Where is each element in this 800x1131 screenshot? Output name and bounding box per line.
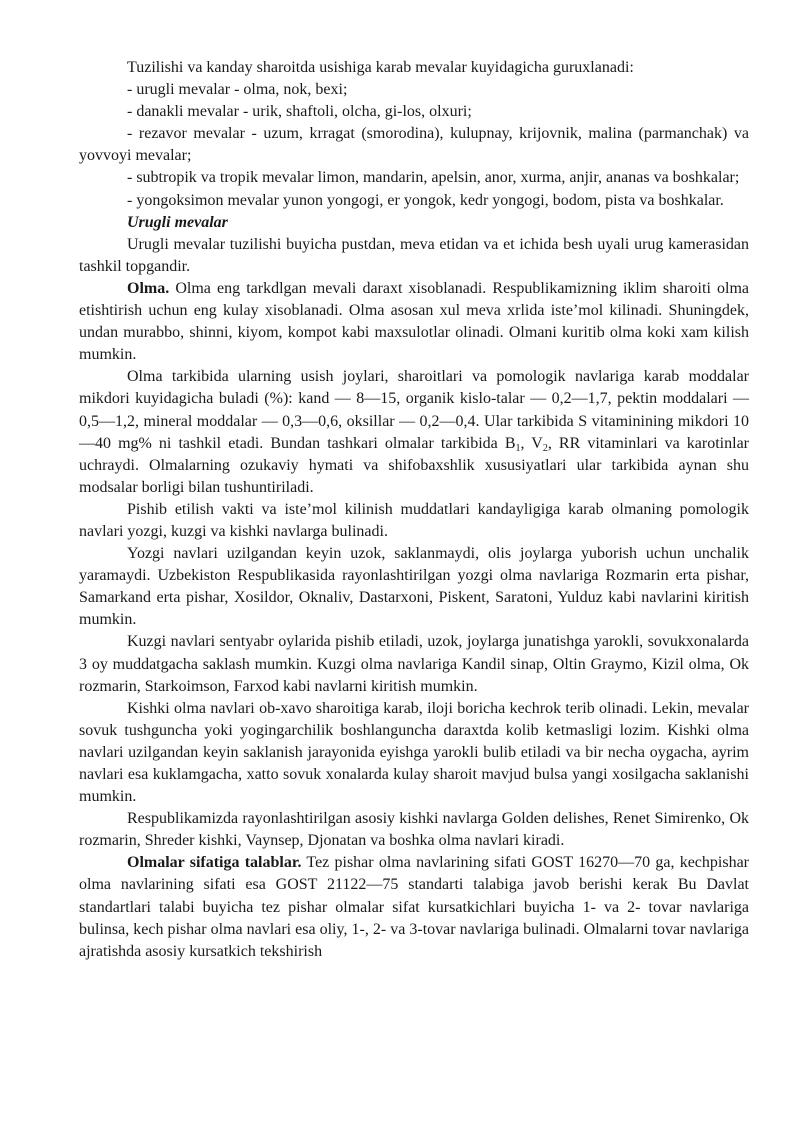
paragraph-pome-structure: Urugli mevalar tuzilishi buyicha pustdan, meva etidan va et ichida besh uyali urug kamerasidan tashkil topgandir.	[79, 235, 749, 275]
list-item-subtropical: - subtropik va tropik mevalar limon, mandarin, apelsin, anor, xurma, anjir, ananas va boshkalar;	[127, 169, 740, 187]
paragraph-lead: Olma.	[127, 279, 170, 297]
paragraph-body: Tez pishar olma navlarining sifati GOST 16270—70 ga, kechpishar olma navlarining sifati esa GOST 21122—75 standarti talabiga javob berishi kerak Bu Davlat standartlari talabi buyicha tez pishar olmalar sifat kursatkichlari buyicha 1- va 2- tovar navlariga bulinsa, kech pishar olma navlari esa oliy, 1-, 2- va 3-tovar navlariga bulinadi. Olmalarni tovar navlariga ajratishda asosiy kursatkich tekshirish	[79, 854, 749, 960]
paragraph-regional-varieties: Respublikamizda rayonlashtirilgan asosiy kishki navlarga Golden delishes, Renet Simirenko, Ok rozmarin, Shreder kishki, Vaynsep, Djonatan va boshka olma navlari kiradi.	[79, 810, 749, 850]
list-item-nuts: - yongoksimon mevalar yunon yongogi, er yongok, kedr yongogi, bodom, pista va boshkalar.	[127, 191, 724, 209]
paragraph-autumn-varieties: Kuzgi navlari sentyabr oylarida pishib etiladi, uzok, joylarga junatishga yarokli, sovukxonalarda 3 oy muddatgacha saklash mumkin. Kuzgi olma navlariga Kandil sinap, Oltin Graymo, Kizil olma, Ok rozmarin, Starkoimson, Farxod kabi navlarni kiritish mumkin.	[79, 633, 749, 695]
subscript-b1: 1	[515, 442, 521, 454]
list-item-stone-fruits: - danakli mevalar - urik, shaftoli, olcha, gi-los, olxuri;	[127, 103, 472, 121]
intro-paragraph: Tuzilishi va kanday sharoitda usishiga karab mevalar kuyidagicha guruxlanadi:	[127, 59, 634, 76]
paragraph-body-c: , RR vitaminlari va karotinlar uchraydi. Olmalarning ozukaviy hymati va shifobaxshlik xususiyatlari ular tarkibida aynan shu modsalar borligi bilan tushuntiriladi.	[79, 434, 749, 496]
subscript-v2: 2	[542, 442, 548, 454]
paragraph-quality-requirements	[79, 852, 749, 962]
paragraph-lead: Olmalar sifatiga talablar.	[127, 854, 302, 872]
list-item-berries: - rezavor mevalar - uzum, krragat (smorodina), kulupnay, krijovnik, malina (parmanchak) va yovvoyi mevalar;	[79, 125, 749, 165]
paragraph-summer-varieties: Yozgi navlari uzilgandan keyin uzok, saklanmaydi, olis joylarga yuborish uchun unchalik yaramaydi. Uzbekiston Respublikasida rayonlashtirilgan yozgi olma navlariga Rozmarin erta pishar, Samarkand erta pishar, Xosildor, Oknaliv, Dastarxoni, Piskent, Saratoni, Yulduz kabi navlarini kiritish mumkin.	[79, 545, 749, 629]
paragraph-apple	[79, 278, 749, 366]
paragraph-composition	[79, 366, 749, 499]
paragraph-winter-varieties: Kishki olma navlari ob-xavo sharoitiga karab, iloji boricha kechrok terib olinadi. Lekin, mevalar sovuk tushguncha yoki yogingarchilik boshlanguncha daraxtda kolib ketmasligi lozim. Kishki olma navlari uzilgandan keyin saklanish jarayonida eyishga yarokli bulib etiladi va bir necha oygacha, ayrim navlari esa kuklamgacha, xatto sovuk xonalarda kulay sharoit mavjud bulsa yangi xosilgacha saklanishi mumkin.	[79, 699, 749, 806]
paragraph-body: Olma eng tarkdlgan mevali daraxt xisoblanadi. Respublikamizning iklim sharoiti olma etishtirish uchun eng kulay xisoblanadi. Olma asosan xul meva xrlida iste’mol kilinadi. Shuningdek, undan murabbo, shinni, kiyom, kompot kabi maxsulotlar olinadi. Olmani kuritib olma koki xam kilish mumkin.	[79, 279, 749, 364]
paragraph-body-a: Olma tarkibida ularning usish joylari, sharoitlari va pomologik navlariga karab moddalar mikdori kuyidagicha buladi (%): kand — 8—15, organik kislo-talar — 0,2—1,7, pektin moddalari — 0,5—1,2, mineral moddalar — 0,3—0,6, oksillar — 0,2—0,4. Ular tarkibida S vitaminining mikdori 10—40 mg% ni tashkil etadi. Bundan tashkari olmalar tarkibida B	[79, 368, 749, 452]
section-heading: Urugli mevalar	[127, 213, 228, 231]
paragraph-ripening: Pishib etilish vakti va iste’mol kilinish muddatlari kandayligiga karab olmaning pomologik navlari yozgi, kuzgi va kishki navlarga bulinadi.	[79, 500, 749, 540]
paragraph-body-b: , V	[520, 434, 543, 452]
list-item-pome-fruits: - urugli mevalar - olma, nok, bexi;	[127, 81, 348, 99]
